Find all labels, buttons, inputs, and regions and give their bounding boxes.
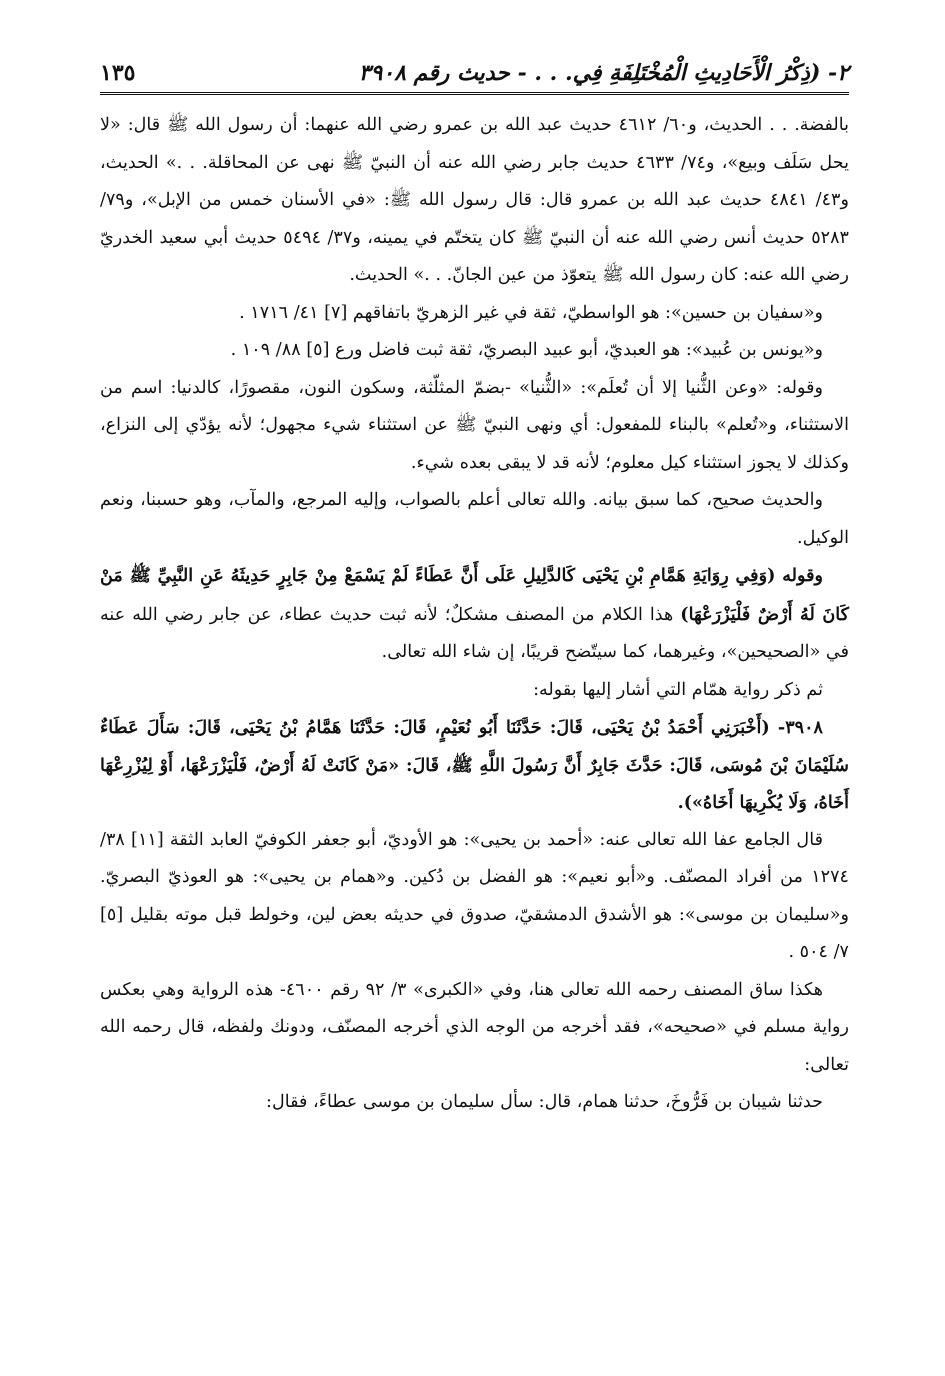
quoted-text: وقوله (وَفِي رِوَايَةِ هَمَّامِ بْنِ يَحْيَى كَالدَّلِيلِ عَلَى أَنَّ عَطَاءً لَمْ يَسْمَعْ مِنْ جَابِرٍ حَدِيثَهُ عَنِ النَّبِيِّ ﷺ مَنْ كَانَ لَهُ أَرْضٌ فَلْيَزْرَعْهَا) bbox=[100, 565, 849, 625]
commentary-text: هذا الكلام من المصنف مشكلٌ؛ لأنه ثبت حديث عطاء، عن جابر رضي الله عنه في «الصحيحين»، وغيرهما، كما سيتّضح قريبًا، إن شاء الله تعالى. bbox=[100, 604, 849, 662]
paragraph: قال الجامع عفا الله تعالى عنه: «أحمد بن يحيى»: هو الأوديّ، أبو جعفر الكوفيّ العابد الثقة [١١] ٣٨/ ١٢٧٤ من أفراد المصنّف. و«أبو نعيم»: هو الفضل بن دُكين. و«همام بن يحيى»: هو العوذيّ البصريّ. و«سليمان بن موسى»: هو الأشدق الدمشقيّ، صدوق في حديثه بعض لين، وخولط قبل موته بقليل [٥] ٧/ ٥٠٤ . bbox=[100, 829, 849, 962]
commentary-paragraph bbox=[100, 557, 849, 672]
header-rule bbox=[100, 92, 849, 95]
narrator-note: و«يونس بن عُبيد»: هو العبديّ، أبو عبيد البصريّ، ثقة ثبت فاضل ورع [٥] ٨٨/ ١٠٩ . bbox=[230, 340, 823, 360]
paragraph: هكذا ساق المصنف رحمه الله تعالى هنا، وفي «الكبرى» ٣/ ٩٢ رقم ٤٦٠٠- هذه الرواية وهي بعكس رواية مسلم في «صحيحه»، فقد أخرجه من الوجه الذي أخرجه المصنّف، ودونك ولفظه، قال رحمه الله تعالى: bbox=[100, 979, 849, 1075]
running-header bbox=[100, 52, 849, 86]
paragraph: والحديث صحيح، كما سبق بيانه. والله تعالى أعلم بالصواب، وإليه المرجع، والمآب، وهو حسبنا، ونعم الوكيل. bbox=[100, 490, 849, 548]
paragraph: ثم ذكر رواية همّام التي أشار إليها بقوله: bbox=[533, 679, 823, 700]
paragraph: بالفضة. . . الحديث، و٦٠/ ٤٦١٢ حديث عبد الله بن عمرو رضي الله عنهما: أن رسول الله ﷺ قال: «لا يحل سَلَف وبيع»، و٧٤/ ٤٦٣٣ حديث جابر رضي الله عنه أن النبيّ ﷺ نهى عن المحاقلة. . .» الحديث، و٤٣/ ٤٨٤١ حديث عبد الله بن عمرو قال: قال رسول الله ﷺ: «في الأسنان خمس من الإبل»، و٧٩/ ٥٢٨٣ حديث أنس رضي الله عنه أن النبيّ ﷺ كان يتختّم في يمينه، و٣٧/ ٥٤٩٤ حديث أبي سعيد الخدريّ رضي الله عنه: كان رسول الله ﷺ يتعوّذ من عين الجانّ. . .» الحديث. bbox=[100, 115, 850, 285]
page-number: ١٣٥ bbox=[100, 60, 136, 86]
hadith-text: ٣٩٠٨- (أَخْبَرَنِي أَحْمَدُ بْنُ يَحْيَى، قَالَ: حَدَّثَنَا أَبُو نُعَيْمٍ، قَالَ: حَدَّثَنَا هَمَّامُ بْنُ يَحْيَى، قَالَ: سَأَلَ عَطَاءٌ سُلَيْمَانَ بْنَ مُوسَى، قَالَ: حَدَّثَ جَابِرٌ أَنَّ رَسُولَ اللَّهِ ﷺ، قَالَ: «مَنْ كَانَتْ لَهُ أَرْضٌ، فَلْيَزْرَعْهَا، أَوْ لِيُزْرِعْهَا أَخَاهُ، وَلَا يُكْرِيهَا أَخَاهُ»). bbox=[100, 717, 849, 813]
narrator-note: و«سفيان بن حسين»: هو الواسطيّ، ثقة في غير الزهريّ باتفاقهم [٧] ٤١/ ١٧١٦ . bbox=[239, 302, 823, 323]
page-body bbox=[100, 107, 849, 1122]
paragraph: حدثنا شيبان بن فَرُّوخَ، حدثنا همام، قال: سأل سليمان بن موسى عطاءً، فقال: bbox=[266, 1092, 823, 1112]
chapter-title: ٢- (ذِكْرُ الْأَحَادِيثِ الْمُخْتَلِفَةِ فِي. . . - حديث رقم ٣٩٠٨ bbox=[358, 60, 849, 86]
paragraph: وقوله: «وعن الثُّنيا إلا أن تُعلَم»: «الثُّنيا» -بضمّ المثلّثة، وسكون النون، مقصورًا، كالدنيا: اسم من الاستثناء، و«تُعلم» بالبناء للمفعول: أي ونهى النبيّ ﷺ عن استثناء شيء مجهول؛ لأنه يؤدّي إلى النزاع، وكذلك لا يجوز استثناء كيل معلوم؛ لأنه قد لا يبقى بعده شيء. bbox=[100, 377, 849, 473]
